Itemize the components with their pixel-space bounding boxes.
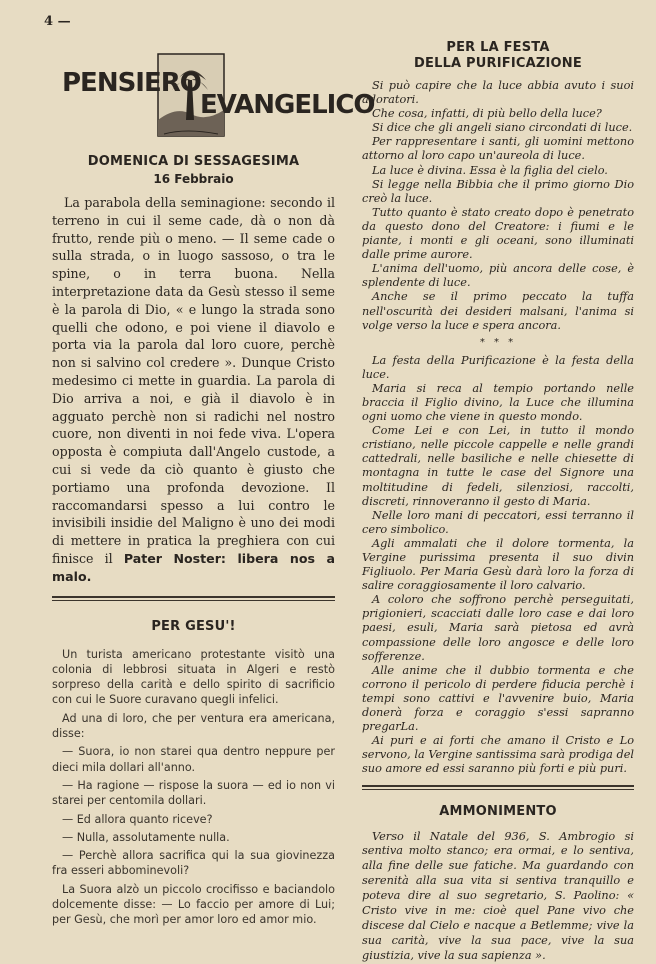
story-paragraph: — Perchè allora sacrifica qui la sua giovinezza fra esseri abbominevoli? <box>52 849 335 878</box>
purification-part2 <box>362 354 634 777</box>
date-line: 16 Febbraio <box>153 172 234 186</box>
purification-paragraph: Come Lei e con Lei, in tutto il mondo cristiano, nelle piccole cappelle e nelle grandi cattedrali, nelle basiliche e nelle chiesette di montagna in tutte le case del Signore una moltitudine di fedeli, silenziosi, raccolti, discreti, rinnoveranno il gesto di Maria. <box>362 424 634 508</box>
purification-paragraph: Si dice che gli angeli siano circondati di luce. <box>372 121 633 135</box>
left-column <box>52 50 375 931</box>
story-heading: PER GESU'! <box>151 618 236 634</box>
purification-part1 <box>362 79 634 333</box>
purification-paragraph: Maria si reca al tempio portando nelle braccia il Figlio divino, la Luce che illumina ogni uomo che viene in questo mondo. <box>362 381 634 424</box>
sunday-heading: DOMENICA DI SESSAGESIMA <box>87 154 300 169</box>
purification-paragraph: Alle anime che il dubbio tormenta e che corrono il pericolo di perdere fiducia perchè i tempi sono cattivi e l'avvenire buio, Maria donerà forza e coraggio s'essi sapranno pregarLa. <box>362 663 634 734</box>
purification-heading-line2: DELLA PURIFICAZIONE <box>414 56 582 71</box>
purification-paragraph: La luce è divina. Essa è la figlia del cielo. <box>372 163 608 177</box>
story-paragraph: La Suora alzò un piccolo crocifisso e baciandolo dolcemente disse: — Lo faccio per amore di Lui; per Gesù, che morì per amor loro ed amor mio. <box>52 882 335 927</box>
masthead-title-part2: EVANGELICO <box>200 90 375 120</box>
story-paragraph: — Ed allora quanto riceve? <box>62 812 213 826</box>
warning-body <box>362 830 634 964</box>
story-paragraph: Ad una di loro, che per ventura era americana, disse: <box>52 711 335 741</box>
story-paragraph: — Ha ragione — rispose la suora — ed io non vi starei per centomila dollari. <box>52 778 335 808</box>
purification-paragraph: Si può capire che la luce abbia avuto i suoi adoratori. <box>362 79 634 107</box>
purification-paragraph: Anche se il primo peccato la tuffa nell'oscurità dei desideri malsani, l'anima si volge verso la luce e spera ancora. <box>362 290 634 332</box>
section-divider <box>362 785 634 790</box>
purification-paragraph: A coloro che soffrono perchè perseguitati, prigionieri, scacciati dalle loro case e dai loro paesi, esuli, Maria sarà pietosa ed avrà compassione delle loro angosce e delle loro sofferenze. <box>362 593 634 663</box>
purification-heading-line1: PER LA FESTA <box>446 40 550 55</box>
masthead <box>52 50 375 138</box>
purification-paragraph: Si legge nella Bibbia che il primo giorno Dio creò la luce. <box>362 177 634 205</box>
purification-paragraph: Per rappresentare i santi, gli uomini mettono attorno al loro capo un'aureola di luce. <box>362 135 634 163</box>
story-paragraph: — Nulla, assolutamente nulla. <box>62 830 230 844</box>
reflection-text: La parabola della seminagione: secondo il terreno in cui il seme cade, dà o non dà frutto, rende più o meno. — Il seme cade o sulla strada, o in luogo sassoso, o tra le spine, o in terra buona. Nella interpretazione data da Gesù stesso il seme è la parola di Dio, « e lungo la strada sono quelli che odono, e poi viene il diavolo e porta via la parola dal loro cuore, perchè non si salvino col credere ». Dunque Cristo medesimo ci mette in guardia. La parola di Dio arriva a noi, e già il diavolo è in agguato perchè non si radichi nel nostro cuore, non diventi in noi fede viva. L'opera opposta è compiuta dall'Angelo custode, a cui si vede da ciò quanto è giusto che portiamo una profonda devozione. Il raccomandarsi spesso a lui contro le invisibili insidie del Maligno è uno dei modi di mettere in pratica la preghiera con cui finisce il <box>52 195 335 566</box>
reflection-paragraph <box>52 194 335 586</box>
warning-heading: AMMONIMENTO <box>439 803 557 819</box>
page-number: 4 — <box>44 14 71 29</box>
purification-paragraph: Ai puri e ai forti che amano il Cristo e Lo servono, la Vergine santissima sarà prodiga del suo amore ed essi saranno più forti e più puri. <box>362 734 634 776</box>
right-column <box>362 40 634 964</box>
purification-paragraph: Nelle loro mani di peccatori, essi terranno il cero simbolico. <box>362 508 634 536</box>
story-paragraph: Un turista americano protestante visitò una colonia di lebbrosi situata in Algeri e restò sorpreso della carità e dello spirito di sacrificio con cui le Suore curavano quegli infelici. <box>52 647 335 707</box>
purification-paragraph: Tutto quanto è stato creato dopo è penetrato da questo dono del Creatore: i fiumi e le piante, i monti e gli oceani, sono illuminati dalle prime aurore. <box>362 205 634 262</box>
warning-paragraph: Verso il Natale del 936, S. Ambrogio si sentiva molto stanco; era ormai, e lo sentiva, alla fine delle sue fatiche. Ma guardando con serenità alla sua vita si sentiva tranquillo e poteva dire al suo segretario, S. Paolino: « Cristo vive in me: cioè quel Pane vivo che discese dal Cielo e nacque a Betlemme; vive la sua carità, vive la sua pace, vive la sua giustizia, vive la sua sapienza ». <box>362 829 634 962</box>
purification-paragraph: L'anima dell'uomo, più ancora delle cose, è splendente di luce. <box>362 262 634 290</box>
masthead-title-part1: PENSIERO <box>62 68 201 98</box>
story-body <box>52 647 335 928</box>
story-paragraph: — Suora, io non starei qua dentro neppure per dieci mila dollari all'anno. <box>52 745 335 774</box>
purification-paragraph: Che cosa, infatti, di più bello della luce? <box>372 107 602 121</box>
purification-paragraph: Agli ammalati che il dolore tormenta, la Vergine purissima presenta il suo divin Figliuolo. Per Maria Gesù darà loro la forza di salire coraggiosamente il loro calvario. <box>362 536 634 593</box>
purification-paragraph: La festa della Purificazione è la festa della luce. <box>362 353 634 381</box>
section-divider <box>52 596 335 601</box>
reflection-bold-ending: Pater Noster: libera nos a malo. <box>52 550 335 584</box>
asterism-separator: * * * <box>479 336 517 348</box>
